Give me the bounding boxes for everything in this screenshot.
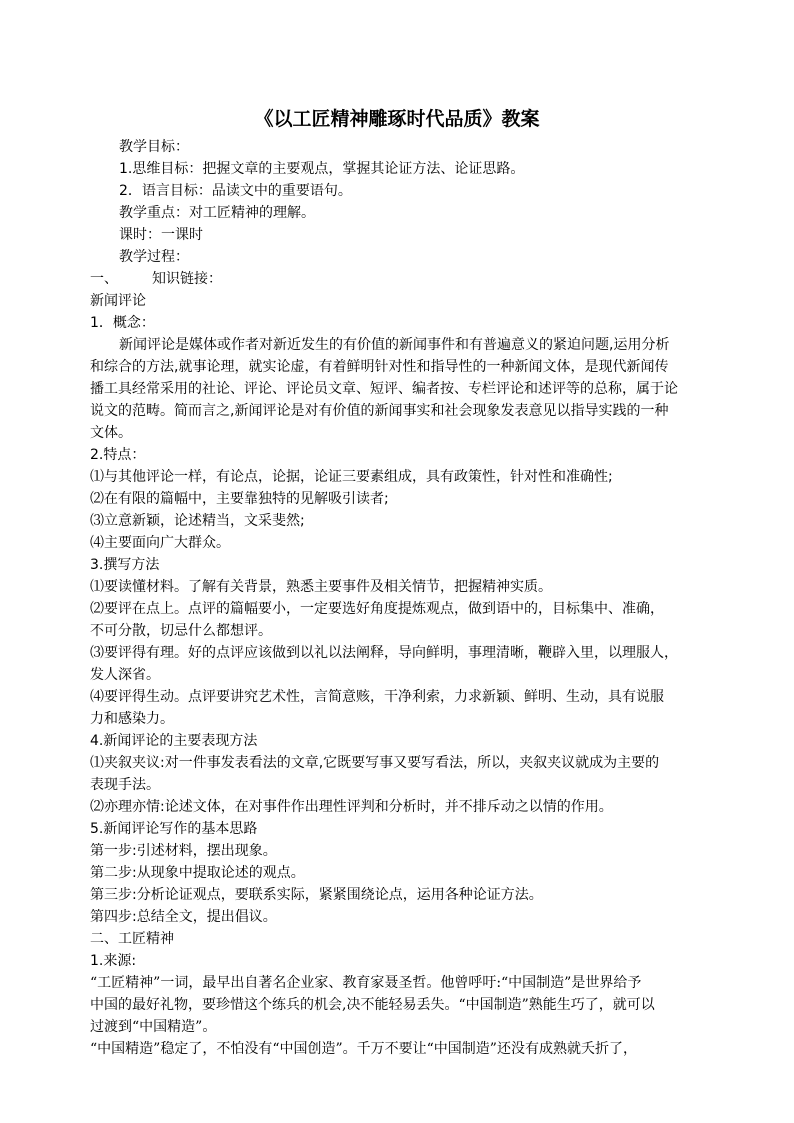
section-two-heading: 二、工匠精神 (90, 931, 174, 947)
paragraph-line: 和综合的方法,就事论理，就实论虚，有着鲜明针对性和指导性的一种新闻文体，是现代新闻传 (90, 359, 669, 375)
paragraph-line: 文体。 (90, 425, 132, 441)
teaching-objectives-heading: 教学目标： (119, 139, 189, 155)
concept-heading: 1．概念： (90, 315, 155, 331)
section-title: 知识链接： (152, 271, 222, 287)
step-item: 第一步:引述材料，摆出现象。 (90, 843, 277, 859)
list-item: ⑷要评得生动。点评要讲究艺术性，言简意赅，干净利索，力求新颖、鲜明、生动，具有说服 (90, 689, 664, 705)
document-title: 《以工匠精神雕琢时代品质》教案 (254, 108, 540, 130)
class-hours: 课时：一课时 (119, 227, 203, 243)
thinking-objective: 1.思维目标：把握文章的主要观点，掌握其论证方法、论证思路。 (119, 161, 525, 177)
paragraph-line: 播工具经常采用的社论、评论、评论员文章、短评、编者按、专栏评论和述评等的总称，属于论 (90, 381, 678, 397)
features-heading: 2.特点： (90, 447, 146, 463)
step-item: 第三步:分析论证观点，要联系实际，紧紧围绕论点，运用各种论证方法。 (90, 887, 543, 903)
language-objective: 2．语言目标：品读文中的重要语句。 (119, 183, 352, 199)
section-one-heading (90, 268, 222, 290)
list-item: ⑵在有限的篇幅中，主要靠独特的见解吸引读者; (90, 491, 389, 507)
list-item: ⑵要评在点上。点评的篇幅要小，一定要选好角度提炼观点，做到语中的，目标集中、准确， (90, 601, 664, 617)
list-item: ⑴与其他评论一样，有论点，论据，论证三要素组成，具有政策性，针对性和准确性; (90, 469, 613, 485)
step-item: 第四步:总结全文，提出倡议。 (90, 909, 277, 925)
list-item: ⑴夹叙夹议:对一件事发表看法的文章,它既要写事又要写看法，所以，夹叙夹议就成为主要的 (90, 755, 660, 771)
teaching-process-heading: 教学过程： (119, 249, 189, 265)
paragraph-line: 新闻评论是媒体或作者对新近发生的有价值的新闻事件和有普遍意义的紧迫问题,运用分析 (119, 337, 670, 353)
list-item-continued: 表现手法。 (90, 777, 160, 793)
paragraph-line: 中国的最好礼物，要珍惜这个练兵的机会,决不能轻易丢失。“中国制造”熟能生巧了，就可以 (90, 997, 655, 1013)
paragraph-line: “工匠精神”一词，最早出自著名企业家、教育家聂圣哲。他曾呼吁:“中国制造”是世界给予 (90, 975, 642, 991)
list-item: ⑷主要面向广大群众。 (90, 535, 230, 551)
list-item-continued: 发人深省。 (90, 667, 160, 683)
step-item: 第二步:从现象中提取论述的观点。 (90, 865, 305, 881)
news-commentary-heading: 新闻评论 (90, 293, 146, 309)
section-number: 一、 (90, 271, 118, 287)
origin-heading: 1.来源: (90, 953, 137, 969)
teaching-focus: 教学重点：对工匠精神的理解。 (119, 205, 315, 221)
list-item: ⑴要读懂材料。了解有关背景，熟悉主要事件及相关情节，把握精神实质。 (90, 579, 552, 595)
paragraph-line: 过渡到“中国精造”。 (90, 1019, 217, 1035)
writing-approach-heading: 5.新闻评论写作的基本思路 (90, 821, 258, 837)
list-item: ⑶要评得有理。好的点评应该做到以礼以法阐释，导向鲜明，事理清晰，鞭辟入里，以理服人， (90, 645, 678, 661)
paragraph-line: “中国精造”稳定了，不怕没有“中国创造”。千万不要让“中国制造”还没有成熟就夭折了， (90, 1041, 637, 1057)
list-item: ⑵亦理亦情:论述文体，在对事件作出理性评判和分析时，并不排斥动之以情的作用。 (90, 799, 613, 815)
writing-methods-heading: 3.撰写方法 (90, 557, 160, 573)
expression-methods-heading: 4.新闻评论的主要表现方法 (90, 733, 258, 749)
list-item-continued: 不可分散，切忌什么都想评。 (90, 623, 272, 639)
list-item: ⑶立意新颖，论述精当，文采斐然; (90, 513, 305, 529)
paragraph-line: 说文的范畴。简而言之,新闻评论是对有价值的新闻事实和社会现象发表意见以指导实践的一种 (90, 403, 669, 419)
list-item-continued: 力和感染力。 (90, 711, 174, 727)
